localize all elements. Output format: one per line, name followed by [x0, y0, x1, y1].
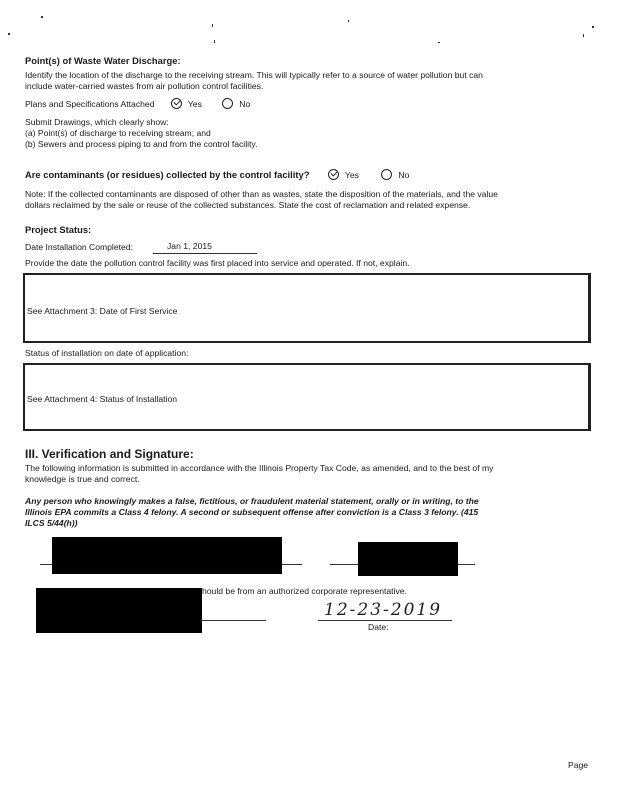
plans-specs-label: Plans and Specifications Attached — [25, 99, 155, 109]
first-service-text: See Attachment 3: Date of First Service — [27, 306, 178, 316]
date-installation-value[interactable]: Jan 1, 2015 — [167, 241, 212, 251]
handwritten-date: 12-23-2019 — [324, 600, 443, 620]
contaminants-no-label: No — [398, 170, 410, 180]
contaminants-note-line2: dollars reclaimed by the sale or reuse of the collected substances. State the cost of reclamation and related expense. — [25, 200, 471, 210]
date-line — [318, 620, 452, 621]
contaminants-no-option[interactable] — [381, 170, 409, 181]
plans-yes-label: Yes — [187, 99, 202, 109]
scan-speck — [212, 24, 213, 27]
verification-text-line1: The following information is submitted in accordance with the Illinois Property Tax Code, as amended, and to the best of my — [25, 463, 494, 473]
plans-yes-option[interactable] — [171, 99, 202, 110]
scan-speck — [592, 26, 594, 28]
contaminants-yes-option[interactable] — [328, 170, 359, 181]
scan-speck — [214, 40, 215, 43]
name-line — [200, 620, 266, 621]
scan-speck — [41, 16, 43, 18]
discharge-heading: Point(s) of Waste Water Discharge: — [25, 55, 181, 66]
status-installation-label: Status of installation on date of application: — [25, 348, 189, 358]
redacted-title — [358, 542, 458, 576]
radio-empty-icon[interactable] — [222, 98, 233, 109]
redacted-name — [36, 588, 202, 633]
date-installation-underline — [153, 253, 257, 254]
page-label: Page — [568, 760, 589, 770]
contaminants-row — [25, 165, 427, 183]
provide-date-instructions: Provide the date the pollution control facility was first placed into service and operated. If not, explain. — [25, 258, 410, 268]
redacted-signature — [52, 537, 282, 574]
radio-checked-icon[interactable] — [171, 98, 182, 109]
first-service-textbox[interactable] — [23, 273, 591, 343]
contaminants-note-line1: Note: If the collected contaminants are disposed of other than as wastes, state the disposition of the materials, and the value — [25, 189, 498, 199]
plans-no-option[interactable] — [222, 99, 250, 110]
status-installation-text: See Attachment 4: Status of Installation — [27, 394, 178, 404]
discharge-instructions-line1: Identify the location of the discharge to the receiving stream. This will typically refer to a source of water pollution but can — [25, 70, 483, 80]
submit-drawings-line3: (b) Sewers and process piping to and from the control facility. — [25, 139, 258, 149]
status-installation-textbox[interactable] — [23, 363, 591, 431]
scan-speck — [8, 33, 10, 35]
verification-text-line2: knowledge is true and correct. — [25, 474, 140, 484]
scan-speck — [348, 20, 349, 22]
felony-warning-line1: Any person who knowingly makes a false, fictitious, or fraudulent material statement, orally or in writing, to the — [25, 496, 479, 506]
submit-drawings-line2: (a) Point(s) of discharge to receiving stream; and — [25, 128, 211, 138]
contaminants-yes-label: Yes — [344, 170, 359, 180]
contaminants-question: Are contaminants (or residues) collected by the control facility? — [25, 169, 310, 180]
submit-drawings-line1: Submit Drawings, which clearly show: — [25, 117, 169, 127]
date-label: Date: — [368, 622, 389, 632]
radio-checked-icon[interactable] — [328, 169, 339, 180]
date-installation-label: Date Installation Completed: — [25, 242, 133, 252]
felony-warning-line2: Illinois EPA commits a Class 4 felony. A second or subsequent offense after conviction is a Class 3 felony. (415 — [25, 507, 479, 517]
authorized-rep-text: hould be from an authorized corporate representative. — [202, 586, 407, 596]
project-status-heading: Project Status: — [25, 224, 92, 235]
scan-speck — [438, 42, 440, 43]
discharge-instructions-line2: include water-carried wastes from air pollution control facilities. — [25, 81, 264, 91]
radio-empty-icon[interactable] — [381, 169, 392, 180]
felony-warning-line3: ILCS 5/44(h)) — [25, 518, 78, 528]
verification-heading: III. Verification and Signature: — [25, 447, 194, 461]
scan-speck — [583, 34, 584, 37]
plans-specs-row — [25, 99, 268, 110]
plans-no-label: No — [239, 99, 251, 109]
